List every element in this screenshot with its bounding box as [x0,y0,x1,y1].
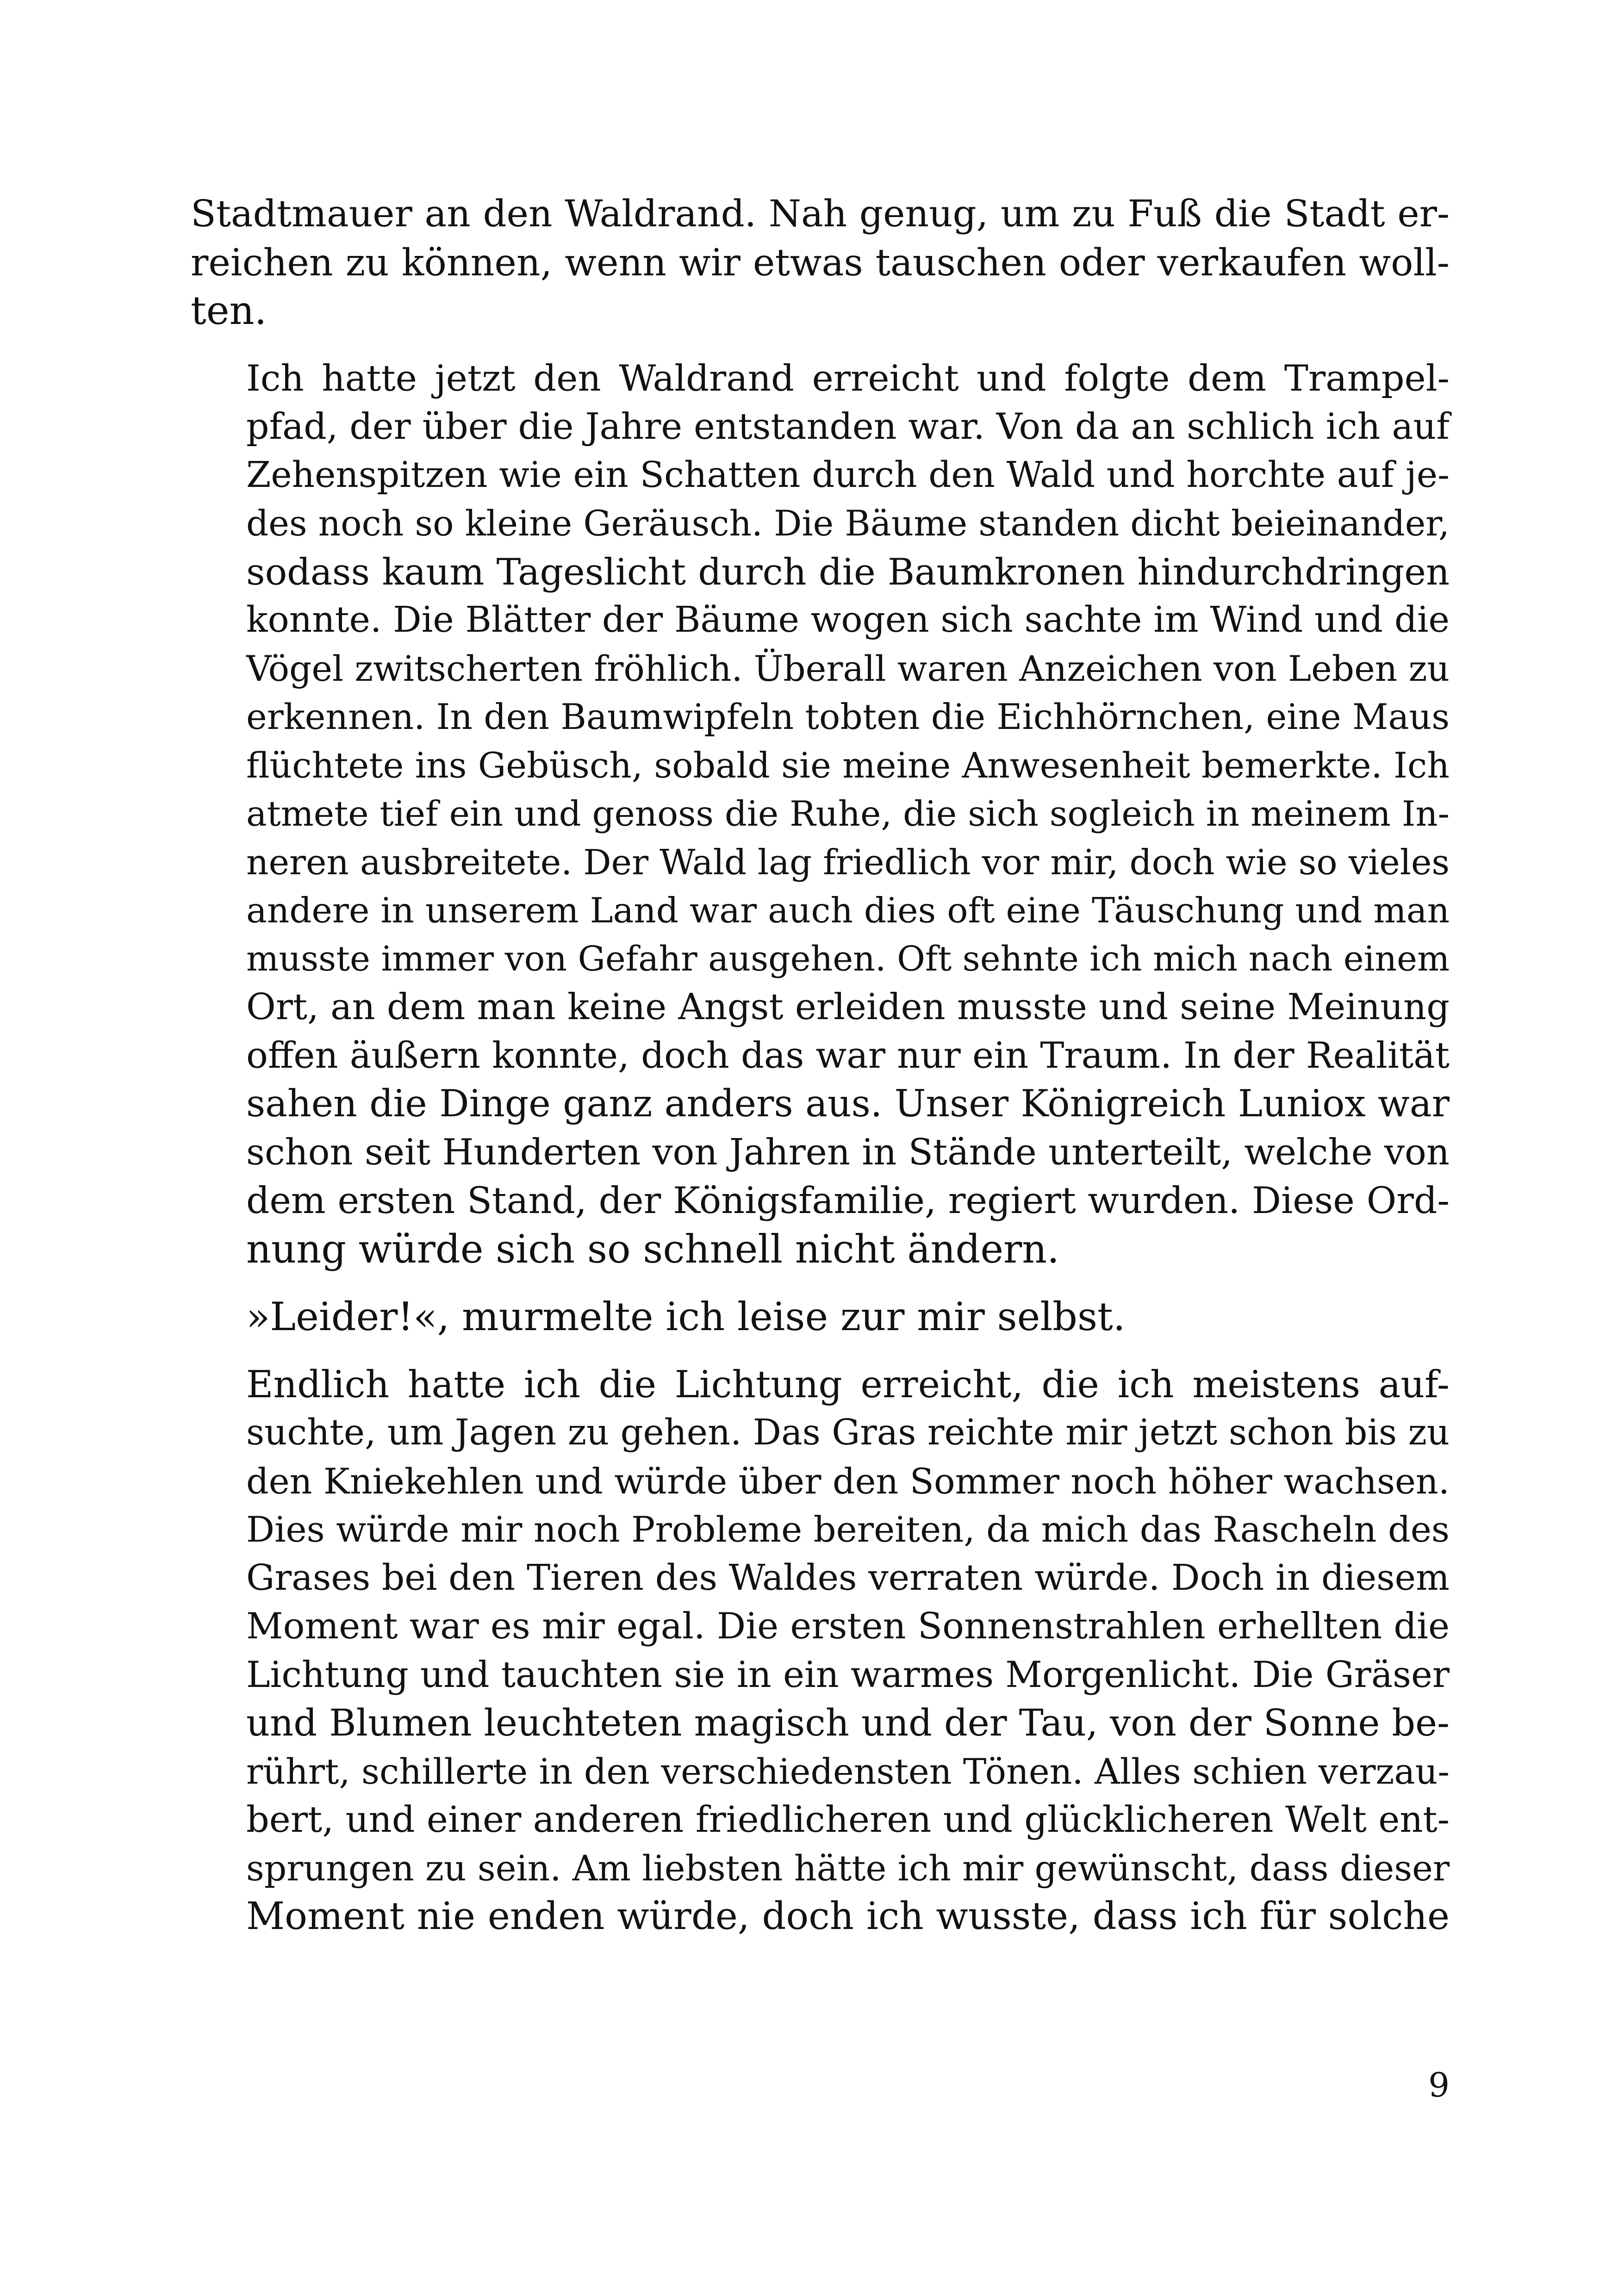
text-line: Dies würde mir noch Probleme bereiten, da mich das Rascheln des [246,1509,1450,1550]
text-line: dem ersten Stand, der Königsfamilie, regiert wurden. Diese Ord- [246,1179,1450,1222]
page-number: 9 [1428,2066,1450,2104]
paragraph [191,190,1450,335]
text-line: ten. [191,288,267,333]
text-line: flüchtete ins Gebüsch, sobald sie meine Anwesenheit bemerkte. Ich [246,745,1450,786]
text-line: des noch so kleine Geräusch. Die Bäume standen dicht beieinander, [246,503,1450,544]
text-line: Endlich hatte ich die Lichtung erreicht, die ich meistens auf- [246,1363,1450,1406]
text-line: Moment war es mir egal. Die ersten Sonnenstrahlen erhellten die [246,1605,1450,1647]
text-line: konnte. Die Blätter der Bäume wogen sich sachte im Wind und die [246,599,1450,641]
text-line: suchte, um Jagen zu gehen. Das Gras reichte mir jetzt schon bis zu [246,1412,1450,1453]
text-line: andere in unserem Land war auch dies oft eine Täuschung und man [246,890,1450,931]
body-text [191,190,1450,1941]
text-line: Grases bei den Tieren des Waldes verraten würde. Doch in diesem [246,1557,1450,1599]
text-line: Vögel zwitscherten fröhlich. Überall waren Anzeichen von Leben zu [246,648,1450,689]
text-line: rührt, schillerte in den verschiedensten Tönen. Alles schien verzau- [246,1751,1450,1792]
text-line: musste immer von Gefahr ausgehen. Oft sehnte ich mich nach einem [246,939,1450,979]
text-line: sahen die Dinge ganz anders aus. Unser Königreich Luniox war [246,1082,1450,1125]
text-line: bert, und einer anderen friedlicheren und glücklicheren Welt ent- [246,1799,1450,1841]
paragraph [191,355,1450,1274]
text-line: Lichtung und tauchten sie in ein warmes Morgenlicht. Die Gräser [246,1654,1450,1696]
text-line: pfad, der über die Jahre entstanden war. Von da an schlich ich auf [246,406,1450,448]
text-line: neren ausbreitete. Der Wald lag friedlich vor mir, doch wie so vieles [246,841,1450,883]
text-line: atmete tief ein und genoss die Ruhe, die sich sogleich in meinem In- [246,793,1450,834]
text-line: schon seit Hunderten von Jahren in Stände unterteilt, welche von [246,1131,1450,1173]
text-line: sodass kaum Tageslicht durch die Baumkronen hindurchdringen [246,550,1450,593]
text-line: Zehenspitzen wie ein Schatten durch den Wald und horchte auf je- [246,454,1450,496]
paragraph [191,1293,1450,1341]
text-line: Ort, an dem man keine Angst erleiden musste und seine Meinung [246,986,1450,1028]
text-line: offen äußern konnte, doch das war nur ein Traum. In der Realität [246,1034,1450,1076]
text-line: Moment nie enden würde, doch ich wusste, dass ich für solche [246,1895,1450,1938]
text-line: Stadtmauer an den Waldrand. Nah genug, um zu Fuß die Stadt er- [191,192,1450,235]
paragraph [191,1361,1450,1941]
text-line: erkennen. In den Baumwipfeln tobten die Eichhörnchen, eine Maus [246,697,1450,737]
text-line: reichen zu können, wenn wir etwas tauschen oder verkaufen woll- [191,240,1450,284]
text-line: sprungen zu sein. Am liebsten hätte ich mir gewünscht, dass dieser [246,1848,1450,1889]
text-line: den Kniekehlen und würde über den Sommer noch höher wachsen. [246,1460,1450,1502]
text-line: nung würde sich so schnell nicht ändern. [246,1226,1059,1272]
text-line: und Blumen leuchteten magisch und der Tau, von der Sonne be- [246,1701,1450,1744]
text-line: »Leider!«, murmelte ich leise zur mir selbst. [246,1294,1126,1339]
text-line: Ich hatte jetzt den Waldrand erreicht und folgte dem Trampel- [246,357,1450,399]
